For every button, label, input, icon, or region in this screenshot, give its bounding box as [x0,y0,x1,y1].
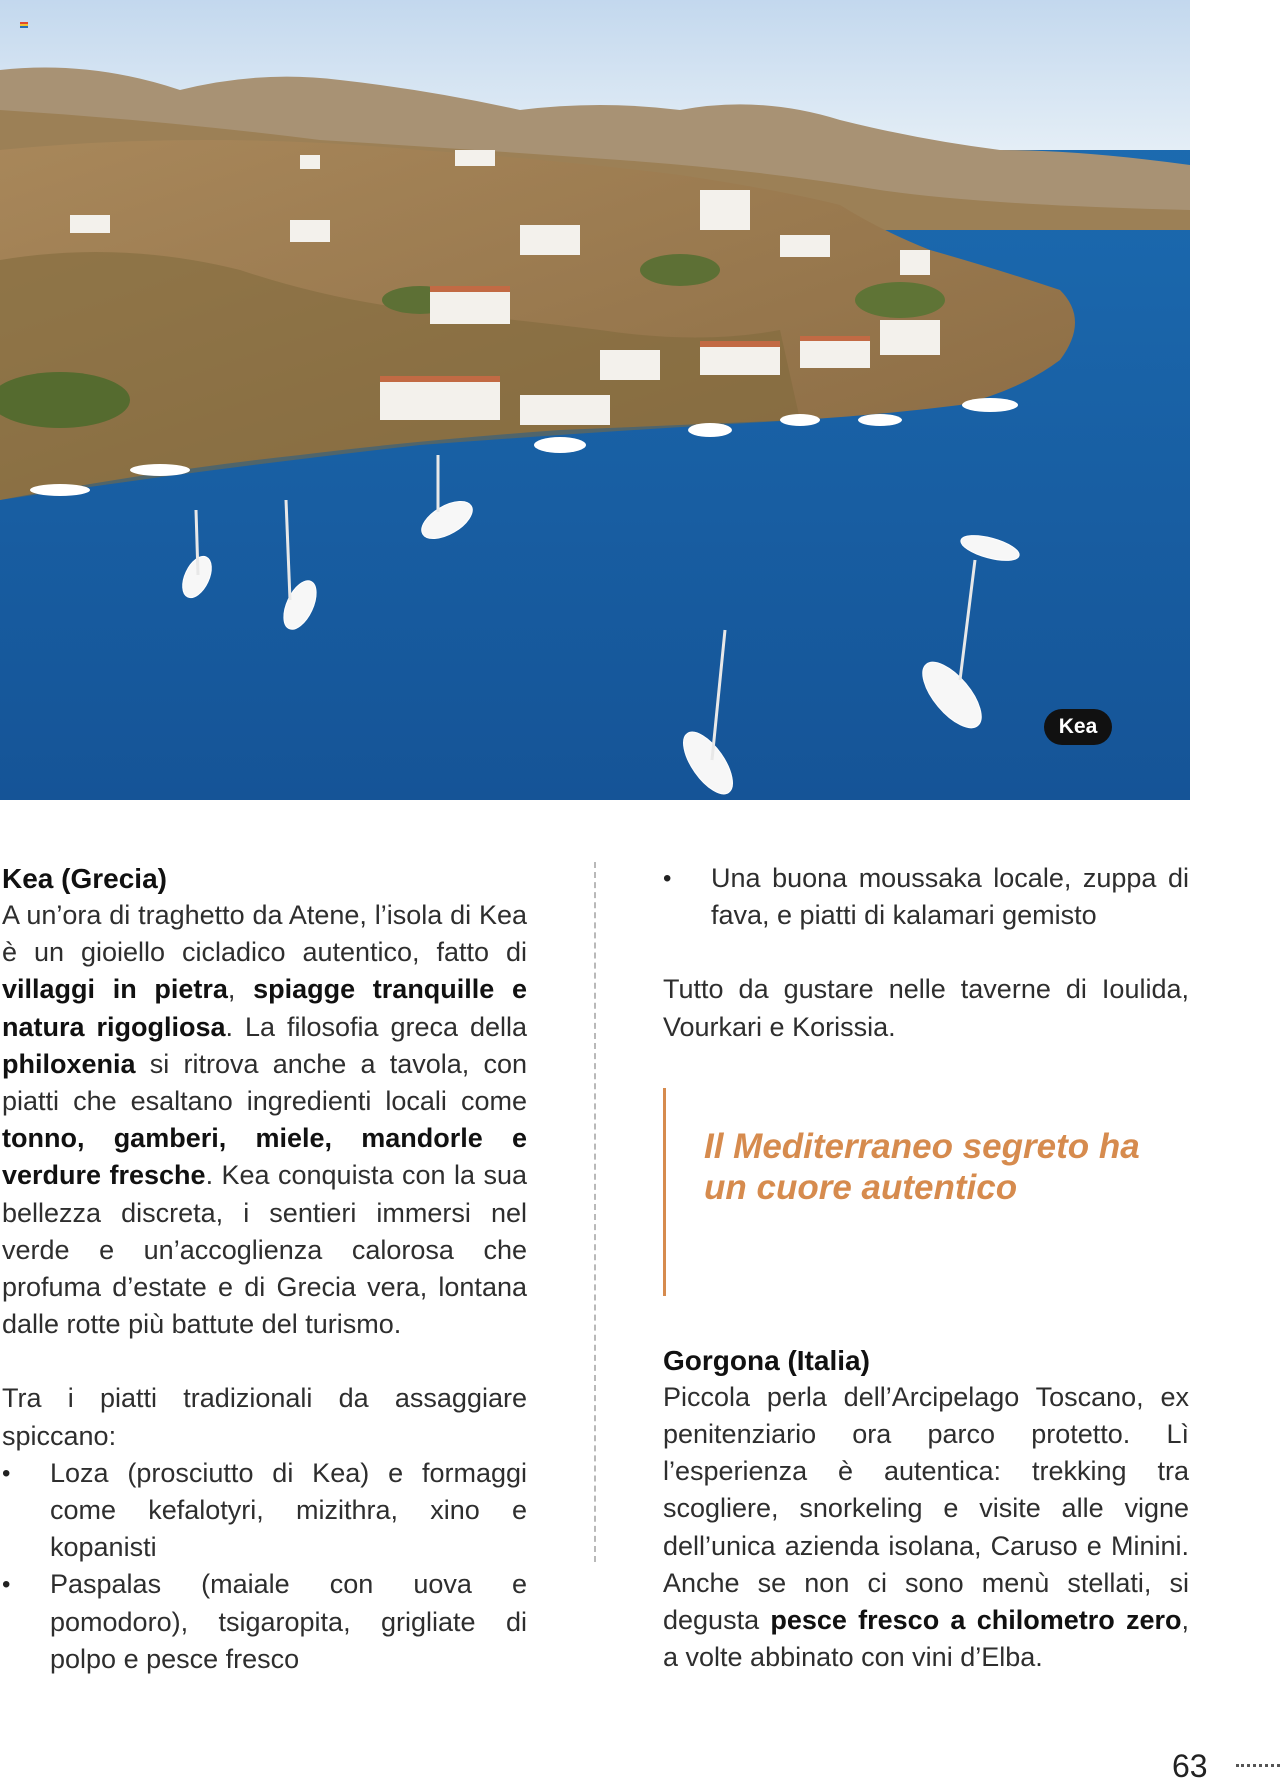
text-run: . La filosofia greca della [225,1011,527,1042]
page-number: 63 [1172,1748,1208,1784]
photo-caption-badge: Kea [1044,709,1112,745]
pull-quote [663,1088,1189,1296]
text-run-bold: spiagge tranquille e natura rigogliosa [2,974,528,1042]
flag-icon [20,22,28,28]
text-run: , a volte abbinato con vini d’Elba. [663,1605,1190,1673]
text-run: , [227,974,254,1005]
text-run-bold: tonno, gamberi, miele, mandorle e verdure fresche [2,1123,527,1191]
dishes-intro: Tra i piatti tradizionali da assaggiare spiccano: [2,1383,527,1451]
footer-dots [1236,1764,1280,1771]
hero-illustration [0,0,1190,800]
list-item: • Una buona moussaka locale, zuppa di fava, e piatti di kalamari gemisto [663,860,1189,934]
section-heading-kea: Kea (Grecia) [2,863,167,894]
text-run-bold: pesce fresco a chilometro zero [770,1605,1182,1636]
taverns-paragraph: Tutto da gustare nelle taverne di Ioulida, Vourkari e Korissia. [663,974,1189,1042]
left-column [2,860,527,1678]
pull-quote-text: Il Mediterraneo segreto ha un cuore autentico [704,1126,1140,1207]
list-item: • Loza (prosciutto di Kea) e formaggi come kefalotyri, mizithra, xino e kopanisti [2,1455,527,1567]
column-divider [594,862,596,1562]
text-run: si ritrova anche a tavola, con piatti che esaltano ingredienti locali come [2,1048,527,1117]
text-run-bold: villaggi in pietra [2,974,228,1005]
text-run: A un’ora di traghetto da Atene, l’isola di Kea è un gioiello cicladico autentico, fatto di [2,900,527,968]
gorgona-paragraph [663,1379,1189,1677]
dishes-list [2,1455,527,1678]
kea-intro-paragraph [2,897,527,1343]
text-run: Piccola perla dell’Arcipelago Toscano, ex penitenziario ora parco protetto. Lì l’esperienza è autentica: trekking tra scogliere, snorkeling e visite alle vigne dell’unica azienda isolana, Caruso e Minini. Anche se non ci sono menù stellati, si degusta [663,1381,1189,1636]
list-item: • Paspalas (maiale con uova e pomodoro), tsigaropita, grigliate di polpo e pesce fresco [2,1566,527,1678]
text-run-bold: philoxenia [2,1048,136,1079]
text-run: . Kea conquista con la sua bellezza discreta, i sentieri immersi nel verde e un’accoglienza calorosa che profuma d’estate e di Grecia vera, lontana dalle rotte più battute del turismo. [2,1160,527,1340]
hero-photo [0,0,1190,800]
section-heading-gorgona: Gorgona (Italia) [663,1344,870,1376]
dishes-list-continued [663,860,1189,934]
right-column [663,860,1189,1676]
